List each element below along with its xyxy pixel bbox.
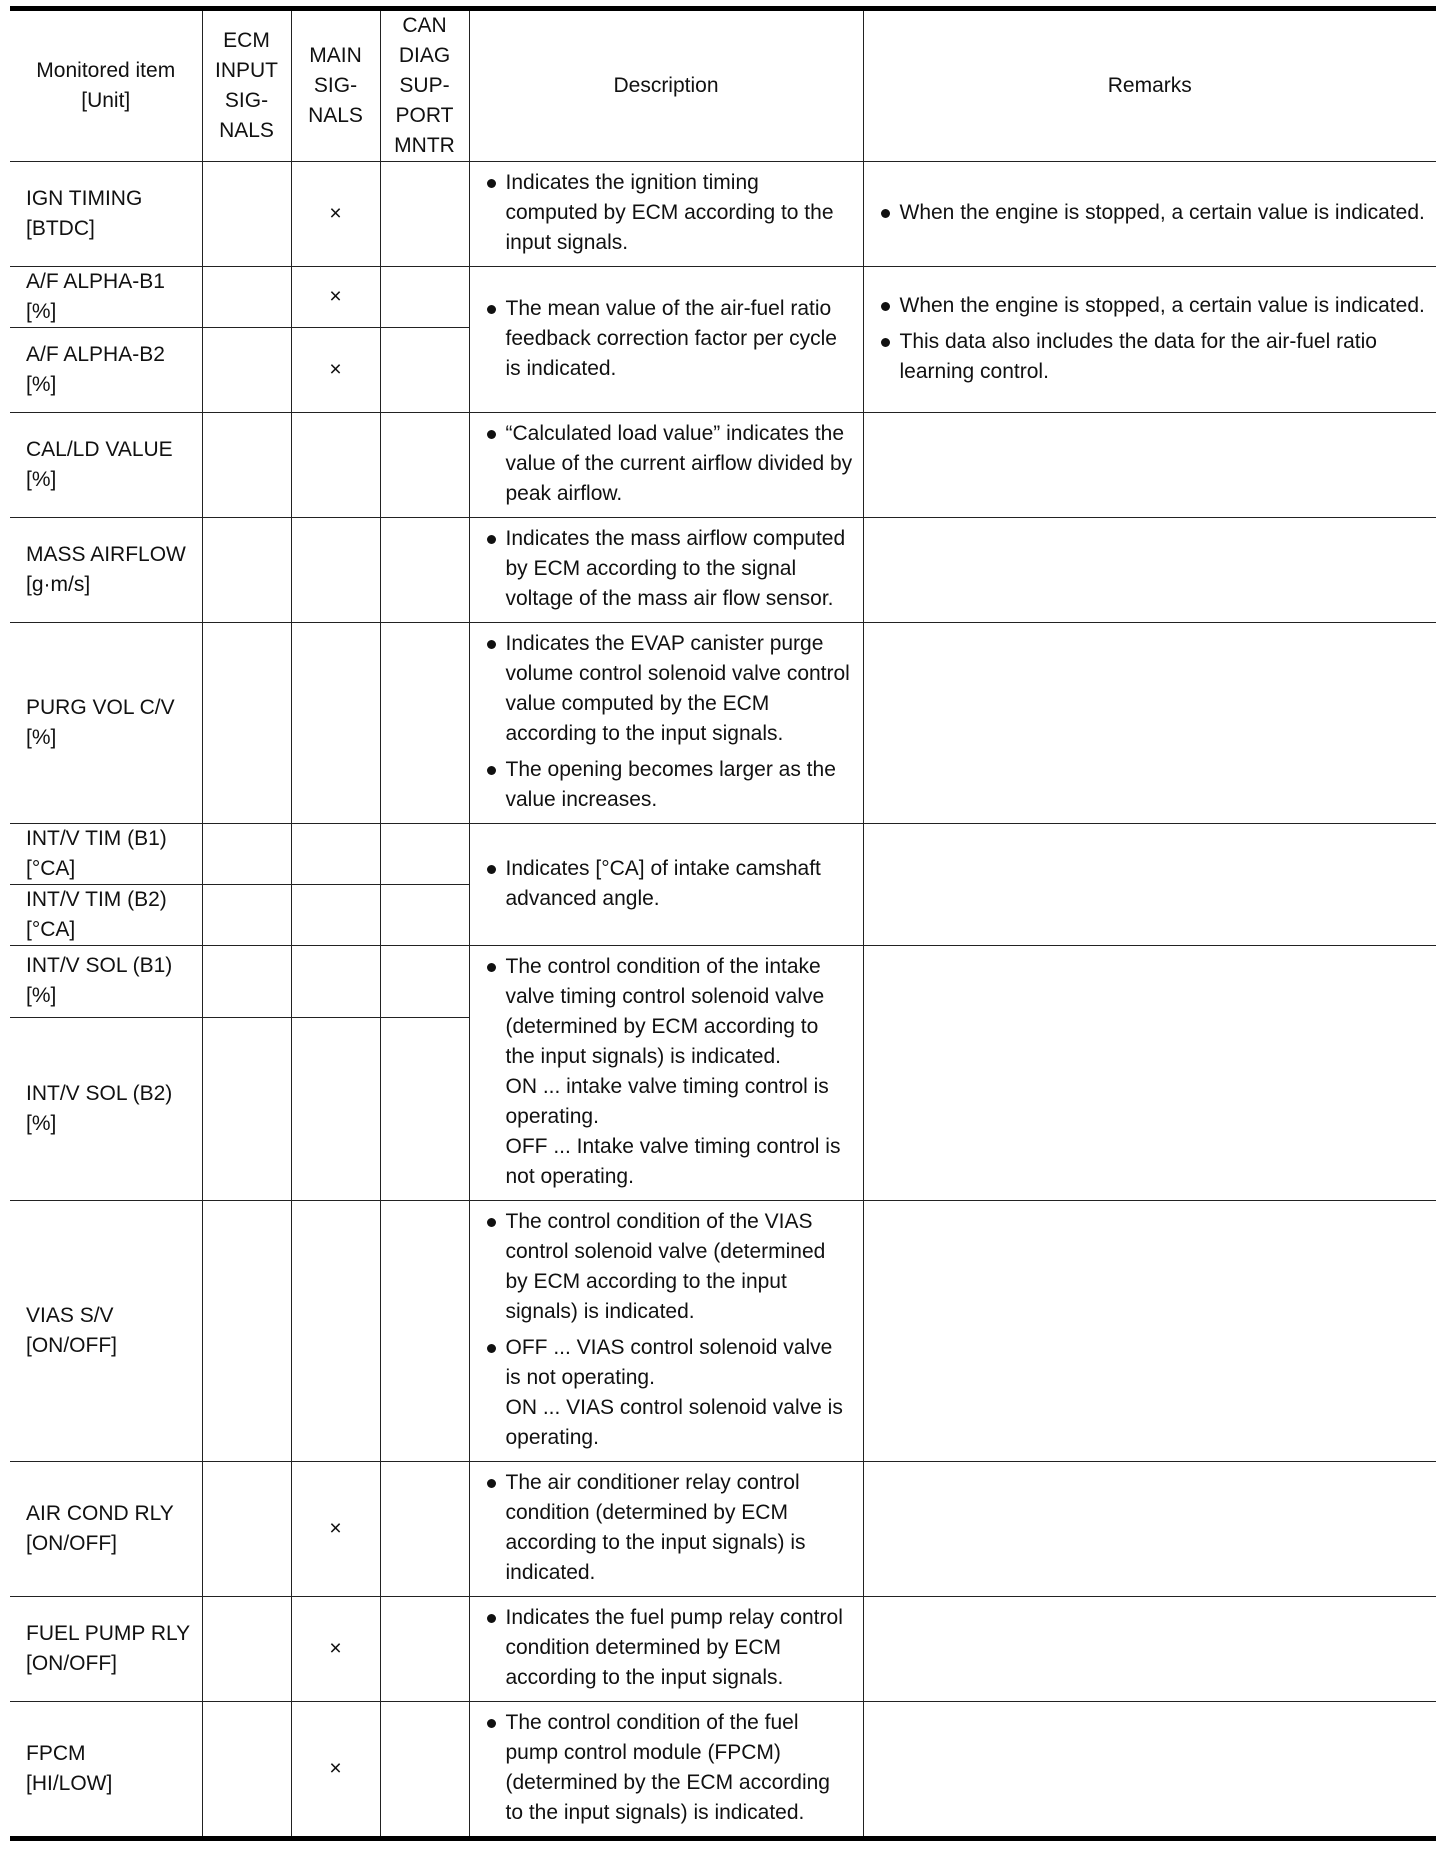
item-cell: FPCM [HI/LOW] <box>10 1702 202 1839</box>
main-signal-mark: × <box>291 1702 380 1839</box>
main-signal-cell <box>291 623 380 824</box>
ecm-input-cell <box>202 413 291 518</box>
can-diag-cell <box>380 1597 469 1702</box>
bullet-icon <box>487 865 496 874</box>
remarks-cell <box>863 1462 1436 1597</box>
main-signal-cell <box>291 946 380 1018</box>
item-cell: FUEL PUMP RLY [ON/OFF] <box>10 1597 202 1702</box>
description-cell: The control condition of the intake valve timing control solenoid valve (determined by ECM according to the input signals) is indicated. ON ... intake valve timing control is operating. OFF ... Intake valve timing control is not operating. <box>469 946 863 1201</box>
description-cell: Indicates the mass airflow computed by ECM according to the signal voltage of the mass air flow sensor. <box>469 518 863 623</box>
remarks-cell <box>863 518 1436 623</box>
table-row <box>10 946 1436 1018</box>
remarks-cell <box>863 824 1436 946</box>
main-signal-mark: × <box>291 1462 380 1597</box>
can-diag-cell <box>380 1462 469 1597</box>
bullet-icon <box>881 338 890 347</box>
main-signal-cell <box>291 1201 380 1462</box>
bullet-icon <box>487 430 496 439</box>
can-diag-cell <box>380 824 469 885</box>
item-cell: IGN TIMING [BTDC] <box>10 162 202 267</box>
bullet-icon <box>487 640 496 649</box>
ecm-input-cell <box>202 623 291 824</box>
table-row <box>10 1462 1436 1597</box>
remarks-cell: When the engine is stopped, a certain value is indicated. <box>863 162 1436 267</box>
ecm-input-cell <box>202 328 291 413</box>
ecm-input-cell <box>202 824 291 885</box>
remarks-cell <box>863 1597 1436 1702</box>
ecm-input-cell <box>202 267 291 328</box>
can-diag-cell <box>380 623 469 824</box>
description-cell: Indicates the fuel pump relay control condition determined by ECM according to the input signals. <box>469 1597 863 1702</box>
description-cell: The control condition of the VIAS control solenoid valve (determined by ECM according to the input signals) is indicated. OFF ... VIAS control solenoid valve is not operating. ON ... VIAS control solenoid valve is operating. <box>469 1201 863 1462</box>
table-row <box>10 824 1436 885</box>
remarks-cell <box>863 1201 1436 1462</box>
header-description: Description <box>469 9 863 162</box>
main-signal-cell <box>291 824 380 885</box>
ecm-input-cell <box>202 946 291 1018</box>
header-remarks: Remarks <box>863 9 1436 162</box>
description-cell: Indicates the ignition timing computed by ECM according to the input signals. <box>469 162 863 267</box>
bullet-icon <box>487 1479 496 1488</box>
bullet-icon <box>881 209 890 218</box>
table-row <box>10 162 1436 267</box>
table-row <box>10 267 1436 328</box>
table-row <box>10 518 1436 623</box>
can-diag-cell <box>380 518 469 623</box>
can-diag-cell <box>380 413 469 518</box>
remarks-cell <box>863 623 1436 824</box>
header-main-signals: MAIN SIG- NALS <box>291 9 380 162</box>
description-cell: The mean value of the air-fuel ratio feedback correction factor per cycle is indicated. <box>469 267 863 413</box>
bullet-icon <box>487 963 496 972</box>
item-cell: INT/V TIM (B1) [°CA] <box>10 824 202 885</box>
item-cell: CAL/LD VALUE [%] <box>10 413 202 518</box>
remarks-cell <box>863 946 1436 1201</box>
main-signal-mark: × <box>291 1597 380 1702</box>
main-signal-mark: × <box>291 267 380 328</box>
item-cell: MASS AIRFLOW [g·m/s] <box>10 518 202 623</box>
item-cell: INT/V TIM (B2) [°CA] <box>10 885 202 946</box>
item-cell: INT/V SOL (B1) [%] <box>10 946 202 1018</box>
ecm-input-cell <box>202 162 291 267</box>
ecm-input-cell <box>202 1702 291 1839</box>
main-signal-mark: × <box>291 162 380 267</box>
bullet-icon <box>487 1719 496 1728</box>
can-diag-cell <box>380 267 469 328</box>
description-cell: The air conditioner relay control condition (determined by ECM according to the input signals) is indicated. <box>469 1462 863 1597</box>
ecm-input-cell <box>202 1462 291 1597</box>
bullet-icon <box>487 179 496 188</box>
table-row <box>10 1201 1436 1462</box>
remarks-cell: When the engine is stopped, a certain value is indicated. This data also includes the data for the air-fuel ratio learning control. <box>863 267 1436 413</box>
bullet-icon <box>487 1344 496 1353</box>
can-diag-cell <box>380 162 469 267</box>
item-cell: AIR COND RLY [ON/OFF] <box>10 1462 202 1597</box>
header-row <box>10 9 1436 162</box>
header-can-diag-support-monitor: CAN DIAG SUP- PORT MNTR <box>380 9 469 162</box>
bullet-icon <box>881 302 890 311</box>
bullet-icon <box>487 1614 496 1623</box>
header-monitored-item: Monitored item [Unit] <box>10 9 202 162</box>
ecm-input-cell <box>202 885 291 946</box>
remarks-cell <box>863 1702 1436 1839</box>
can-diag-cell <box>380 1702 469 1839</box>
item-cell: A/F ALPHA-B1 [%] <box>10 267 202 328</box>
main-signal-cell <box>291 413 380 518</box>
item-cell: PURG VOL C/V [%] <box>10 623 202 824</box>
table-row <box>10 623 1436 824</box>
can-diag-cell <box>380 328 469 413</box>
header-ecm-input-signals: ECM INPUT SIG- NALS <box>202 9 291 162</box>
can-diag-cell <box>380 1201 469 1462</box>
item-cell: INT/V SOL (B2) [%] <box>10 1017 202 1200</box>
description-cell: “Calculated load value” indicates the value of the current airflow divided by peak airflow. <box>469 413 863 518</box>
can-diag-cell <box>380 946 469 1018</box>
item-cell: VIAS S/V [ON/OFF] <box>10 1201 202 1462</box>
table-row <box>10 413 1436 518</box>
main-signal-cell <box>291 1017 380 1200</box>
can-diag-cell <box>380 1017 469 1200</box>
table-row <box>10 1597 1436 1702</box>
bullet-icon <box>487 535 496 544</box>
ecm-input-cell <box>202 1597 291 1702</box>
description-cell: Indicates the EVAP canister purge volume control solenoid valve control value computed by the ECM according to the input signals. The opening becomes larger as the value increases. <box>469 623 863 824</box>
ecm-input-cell <box>202 1201 291 1462</box>
description-cell: Indicates [°CA] of intake camshaft advanced angle. <box>469 824 863 946</box>
bullet-icon <box>487 1218 496 1227</box>
main-signal-cell <box>291 885 380 946</box>
can-diag-cell <box>380 885 469 946</box>
bullet-icon <box>487 305 496 314</box>
ecm-input-cell <box>202 1017 291 1200</box>
monitor-item-table <box>10 6 1436 1841</box>
description-cell: The control condition of the fuel pump control module (FPCM) (determined by the ECM according to the input signals) is indicated. <box>469 1702 863 1839</box>
remarks-cell <box>863 413 1436 518</box>
ecm-input-cell <box>202 518 291 623</box>
bullet-icon <box>487 766 496 775</box>
main-signal-mark: × <box>291 328 380 413</box>
item-cell: A/F ALPHA-B2 [%] <box>10 328 202 413</box>
table-row <box>10 1702 1436 1839</box>
main-signal-cell <box>291 518 380 623</box>
